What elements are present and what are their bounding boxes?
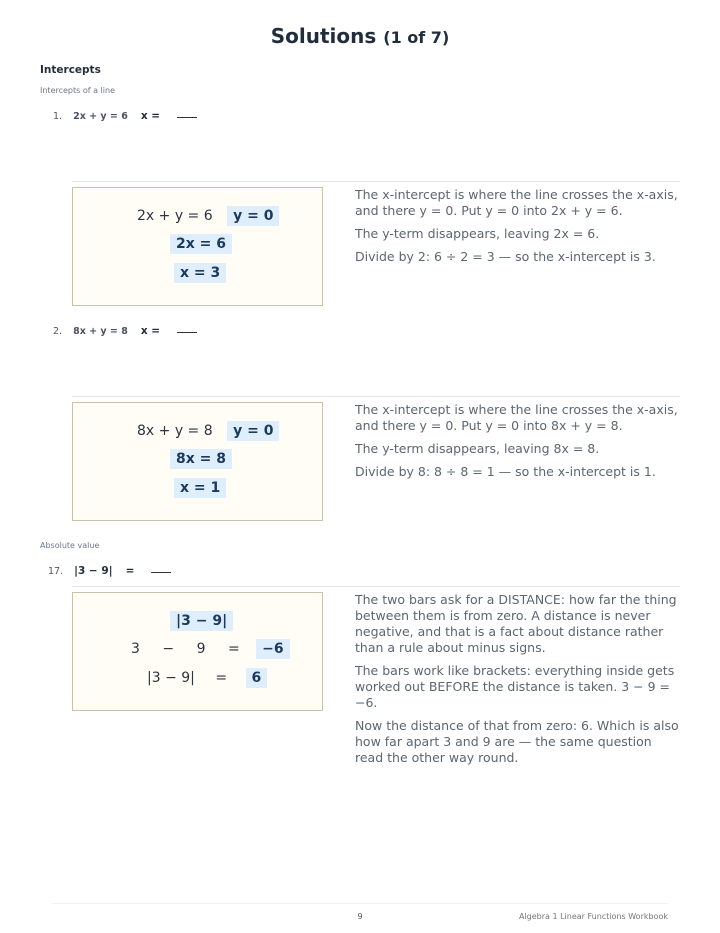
work-line-1 [170, 613, 233, 629]
work-substitution: y = 0 [227, 206, 279, 226]
explanation-paragraph: The x-intercept is where the line crosses the x-axis, and there y = 0. Put y = 0 into 2x + y = 6. [355, 187, 678, 218]
problem-number: 17. [48, 566, 64, 577]
title-sub: (1 of 7) [383, 28, 450, 47]
work-line-2 [170, 451, 232, 467]
work-line-1 [137, 208, 279, 224]
problem-number: 1. [53, 111, 63, 122]
explanation-paragraph: The x-intercept is where the line crosses the x-axis, and there y = 0. Put y = 0 into 8x + y = 8. [355, 402, 678, 433]
divider [72, 396, 680, 397]
problem-17 [48, 565, 171, 577]
title-main: Solutions [270, 24, 377, 48]
work-line-2 [170, 236, 232, 252]
problem-2 [53, 325, 197, 337]
work-equals: = [215, 670, 228, 686]
subsection-intercepts: Intercepts of a line [40, 86, 115, 95]
work-line-2 [131, 641, 290, 657]
page-title [0, 24, 720, 48]
explanation-paragraph: The bars work like brackets: everything inside gets worked out BEFORE the distance is taken. 3 − 9 = −6. [355, 663, 675, 710]
problem-number: 2. [53, 326, 63, 337]
answer-blank[interactable] [177, 331, 197, 333]
work-expression: |3 − 9| [147, 670, 195, 686]
section-heading: Intercepts [40, 64, 101, 76]
problem-equation: 8x + y = 8 [73, 326, 128, 337]
work-step: 2x = 6 [170, 234, 232, 254]
problem-prompt: = [125, 565, 135, 577]
work-expression: |3 − 9| [170, 611, 233, 631]
divider [72, 181, 680, 182]
problem-1 [53, 110, 197, 122]
explanation-paragraph: Divide by 2: 6 ÷ 2 = 3 — so the x-intercept is 3. [355, 249, 656, 264]
footer-divider [52, 903, 668, 904]
explanation-paragraph: The y-term disappears, leaving 2x = 6. [355, 226, 600, 241]
work-step: 8x = 8 [170, 449, 232, 469]
subsection-absolute: Absolute value [40, 541, 100, 550]
work-line-3 [174, 480, 226, 496]
work-line-3 [147, 670, 267, 686]
book-title: Algebra 1 Linear Functions Workbook [518, 912, 668, 921]
explanation-paragraph: The two bars ask for a DISTANCE: how far the thing between them is from zero. A distance is never negative, and that is a fact about distance rather than a rule about minus signs. [355, 592, 677, 655]
work-term: 3 [131, 641, 140, 657]
work-answer: 6 [246, 668, 268, 688]
work-equation: 2x + y = 6 [137, 208, 213, 224]
work-equals: = [227, 641, 240, 657]
work-line-1 [137, 423, 279, 439]
problem-prompt: x = [140, 110, 161, 122]
divider [72, 586, 680, 587]
explanation-paragraph: Divide by 8: 8 ÷ 8 = 1 — so the x-intercept is 1. [355, 464, 656, 479]
problem-prompt: x = [140, 325, 161, 337]
work-box-2 [72, 402, 323, 521]
answer-blank[interactable] [177, 116, 197, 118]
explanation-paragraph: Now the distance of that from zero: 6. Which is also how far apart 3 and 9 are — the same question read the other way round. [355, 718, 679, 765]
explanation-1 [355, 187, 683, 272]
work-operator: − [162, 641, 175, 657]
problem-equation: 2x + y = 6 [73, 111, 128, 122]
work-box-1 [72, 187, 323, 306]
work-answer: x = 1 [174, 478, 226, 498]
explanation-2 [355, 402, 683, 487]
work-substitution: y = 0 [227, 421, 279, 441]
work-result: −6 [256, 639, 289, 659]
page-number: 9 [357, 912, 363, 921]
explanation-paragraph: The y-term disappears, leaving 8x = 8. [355, 441, 600, 456]
work-line-3 [174, 265, 226, 281]
answer-blank[interactable] [151, 571, 171, 573]
explanation-17 [355, 592, 683, 773]
work-answer: x = 3 [174, 263, 226, 283]
work-box-17 [72, 592, 323, 711]
problem-equation: |3 − 9| [74, 565, 113, 577]
work-equation: 8x + y = 8 [137, 423, 213, 439]
work-term: 9 [196, 641, 206, 657]
